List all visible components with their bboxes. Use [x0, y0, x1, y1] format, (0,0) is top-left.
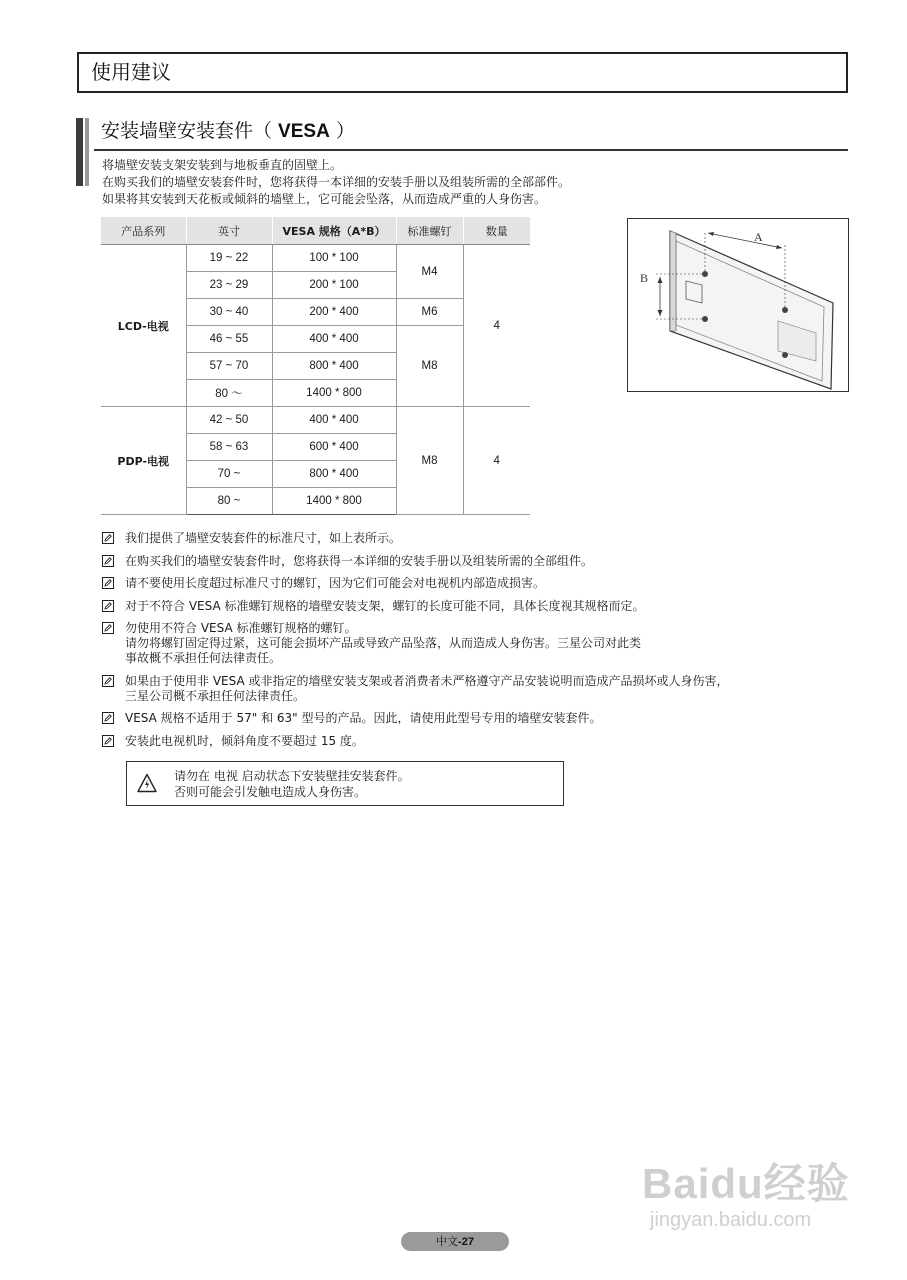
note-item [102, 621, 842, 666]
dimension-a-label: A [754, 230, 763, 244]
note-text: 安装此电视机时，倾斜角度不要超过 15 度。 [125, 733, 364, 748]
vesa-cell: 200 * 400 [272, 299, 396, 326]
qty-cell: 4 [463, 245, 530, 407]
qty-cell: 4 [463, 407, 530, 515]
series-cell: LCD-电视 [101, 245, 186, 407]
arrow-icon [658, 277, 663, 283]
tv-back-panel [670, 231, 833, 389]
note-item [102, 734, 842, 749]
inch-cell: 80 ~ [186, 488, 272, 515]
mount-hole-icon [782, 307, 788, 313]
table-row [101, 407, 530, 434]
vesa-cell: 400 * 400 [272, 326, 396, 353]
warning-line: 否则可能会引发触电造成人身伤害。 [174, 785, 367, 799]
inch-cell: 19 ~ 22 [186, 245, 272, 272]
note-text: 请勿将螺钉固定得过紧，这可能会损坏产品或导致产品坠落，从而造成人身伤害。三星公司对此类 [125, 636, 642, 650]
inch-cell: 46 ~ 55 [186, 326, 272, 353]
dimension-a-line [708, 233, 782, 248]
screw-cell: M8 [396, 326, 463, 407]
note-icon [102, 600, 114, 612]
vesa-cell: 800 * 400 [272, 353, 396, 380]
note-item [102, 711, 842, 726]
arrow-icon [658, 310, 663, 316]
note-text: 三星公司概不承担任何法律责任。 [125, 688, 306, 703]
note-text: 勿使用不符合 VESA 标准螺钉规格的螺钉。 [125, 621, 357, 635]
vesa-cell: 100 * 100 [272, 245, 396, 272]
watermark-logo: Baidu经验 [642, 1160, 850, 1207]
note-text: 在购买我们的墙壁安装套件时，您将获得一本详细的安装手册以及组装所需的全部组件。 [125, 553, 594, 568]
intro-text [102, 157, 570, 208]
inch-cell: 57 ~ 70 [186, 353, 272, 380]
mount-hole-icon [702, 271, 708, 277]
vesa-cell: 800 * 400 [272, 461, 396, 488]
warning-line: 请勿在 电视 启动状态下安装壁挂安装套件。 [174, 769, 410, 783]
inch-cell: 80 ～ [186, 380, 272, 407]
tv-mount-diagram [627, 218, 849, 392]
note-item [102, 531, 842, 546]
note-text: 对于不符合 VESA 标准螺钉规格的墙壁安装支架，螺钉的长度可能不同，具体长度视其规格而定。 [125, 598, 645, 613]
note-icon [102, 577, 114, 589]
note-icon [102, 532, 114, 544]
screw-cell: M4 [396, 245, 463, 299]
header-vesa: VESA 规格（A*B） [272, 217, 396, 245]
note-item [102, 576, 842, 591]
note-icon [102, 622, 114, 634]
note-text: 事故概不承担任何法律责任。 [125, 651, 282, 665]
vesa-cell: 400 * 400 [272, 407, 396, 434]
inch-cell: 42 ~ 50 [186, 407, 272, 434]
warning-box [126, 761, 564, 806]
note-text: 如果由于使用非 VESA 或非指定的墙壁安装支架或者消费者未严格遵守产品安装说明而造成产品损坏或人身伤害， [125, 673, 729, 688]
page-heading: 安装墙壁安装套件（ VESA ） [101, 120, 355, 142]
intro-line: 如果将其安装到天花板或倾斜的墙壁上，它可能会坠落，从而造成严重的人身伤害。 [102, 192, 547, 206]
header-inch: 英寸 [186, 217, 272, 245]
arrow-icon [776, 245, 782, 249]
vesa-cell: 1400 * 800 [272, 488, 396, 515]
notes-list [102, 531, 842, 756]
note-item [102, 674, 842, 704]
note-text: 请不要使用长度超过标准尺寸的螺钉，因为它们可能会对电视机内部造成损害。 [125, 576, 546, 590]
dimension-b-label: B [640, 271, 649, 285]
electric-shock-warning-icon [137, 773, 157, 793]
watermark-url: jingyan.baidu.com [650, 1209, 812, 1231]
arrow-icon [708, 232, 714, 236]
intro-line: 在购买我们的墙壁安装套件时，您将获得一本详细的安装手册以及组装所需的全部部件。 [102, 175, 571, 189]
note-item [102, 554, 842, 569]
vesa-spec-table [101, 217, 530, 515]
heading-divider [94, 149, 848, 151]
screw-cell: M8 [396, 407, 463, 515]
tv-back-illustration [628, 219, 848, 391]
note-icon [102, 735, 114, 747]
note-icon [102, 555, 114, 567]
series-cell: PDP-电视 [101, 407, 186, 515]
inch-cell: 58 ~ 63 [186, 434, 272, 461]
warning-text [174, 768, 410, 800]
note-icon [102, 675, 114, 687]
mount-hole-icon [782, 352, 788, 358]
page-number: 中文-27 [401, 1232, 509, 1251]
table-row [101, 245, 530, 272]
note-icon [102, 712, 114, 724]
intro-line: 将墙壁安装支架安装到与地板垂直的固壁上。 [102, 158, 343, 172]
inch-cell: 70 ~ [186, 461, 272, 488]
screw-cell: M6 [396, 299, 463, 326]
vesa-cell: 600 * 400 [272, 434, 396, 461]
note-text: VESA 规格不适用于 57" 和 63" 型号的产品。因此，请使用此型号专用的墙壁安装套件。 [125, 711, 602, 725]
mount-hole-icon [702, 316, 708, 322]
heading-accent-bar-light [85, 118, 89, 186]
baidu-watermark [642, 1160, 850, 1232]
inch-cell: 30 ~ 40 [186, 299, 272, 326]
header-series: 产品系列 [101, 217, 186, 245]
header-qty: 数量 [463, 217, 530, 245]
vesa-cell: 1400 * 800 [272, 380, 396, 407]
section-title: 使用建议 [77, 52, 848, 93]
heading-accent-bar [76, 118, 83, 186]
note-text: 我们提供了墙壁安装套件的标准尺寸，如上表所示。 [125, 531, 402, 545]
vesa-cell: 200 * 100 [272, 272, 396, 299]
note-item [102, 599, 842, 614]
table-header-row [101, 217, 530, 245]
inch-cell: 23 ~ 29 [186, 272, 272, 299]
header-screw: 标准螺钉 [396, 217, 463, 245]
tv-side-edge [670, 231, 676, 331]
